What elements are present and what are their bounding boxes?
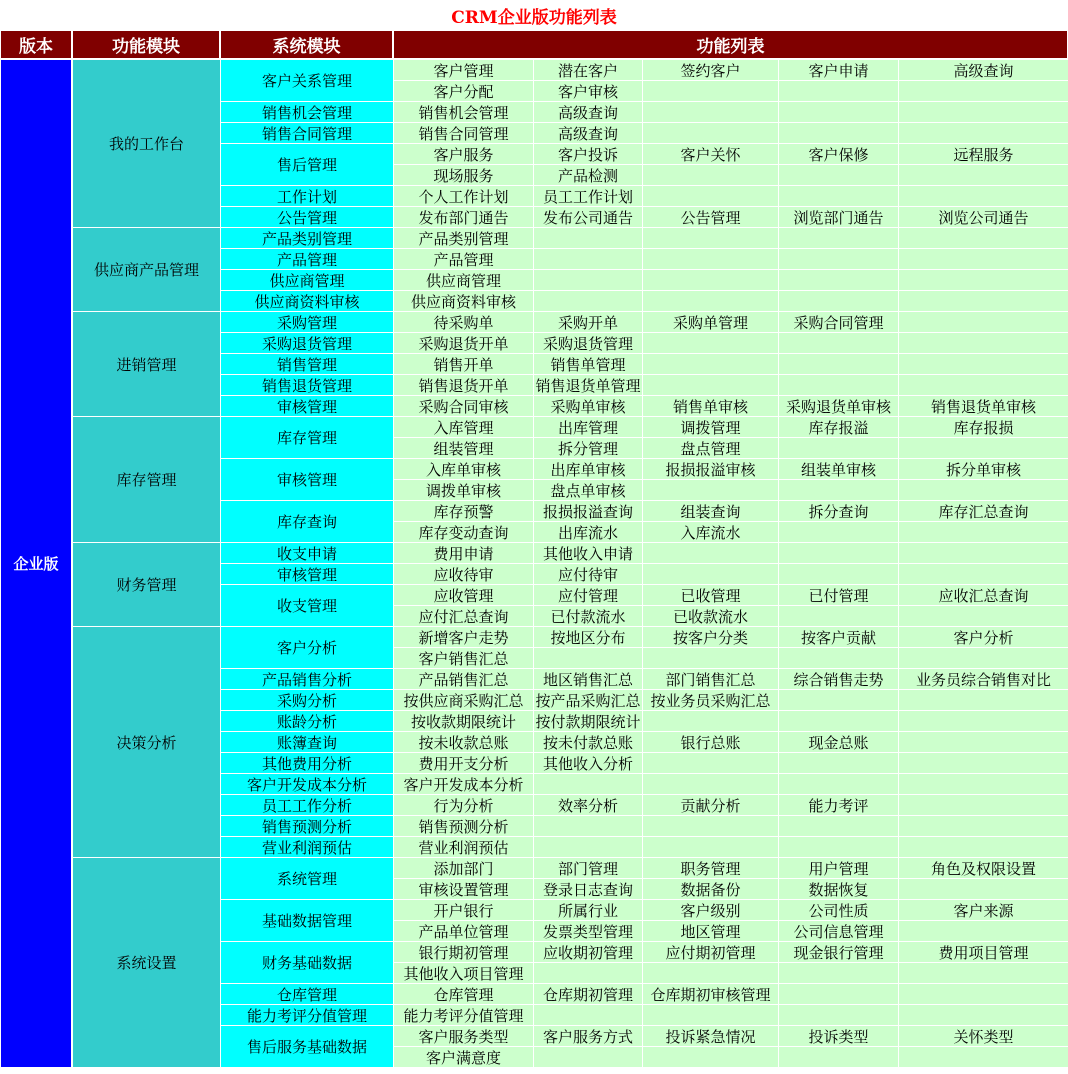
system-module-cell: 客户关系管理 — [221, 60, 393, 101]
function-cell: 开户银行 — [394, 900, 533, 920]
function-cell: 数据备份 — [643, 879, 778, 899]
function-cell: 客户服务 — [394, 144, 533, 164]
function-cell: 关怀类型 — [899, 1026, 1068, 1046]
function-cell: 其他收入项目管理 — [394, 963, 533, 983]
function-cell — [899, 564, 1068, 584]
function-cell — [899, 816, 1068, 836]
function-cell: 客户申请 — [779, 60, 898, 80]
function-cell: 应付汇总查询 — [394, 606, 533, 626]
function-cell: 产品检测 — [534, 165, 642, 185]
function-cell: 职务管理 — [643, 858, 778, 878]
function-cell: 用户管理 — [779, 858, 898, 878]
function-cell: 按客户分类 — [643, 627, 778, 647]
function-cell: 费用项目管理 — [899, 942, 1068, 962]
function-cell: 地区销售汇总 — [534, 669, 642, 689]
function-cell: 个人工作计划 — [394, 186, 533, 206]
function-cell — [643, 333, 778, 353]
function-cell: 按收款期限统计 — [394, 711, 533, 731]
function-cell: 按产品采购汇总 — [535, 691, 641, 710]
system-module-cell: 产品管理 — [221, 249, 393, 269]
function-cell: 投诉类型 — [779, 1026, 898, 1046]
function-cell — [779, 291, 898, 311]
function-cell — [899, 375, 1068, 395]
function-cell: 客户满意度 — [394, 1047, 533, 1067]
function-cell: 其他收入申请 — [534, 543, 642, 563]
function-cell: 按未收款总账 — [394, 732, 533, 752]
function-cell — [534, 816, 642, 836]
function-cell: 销售退货开单 — [394, 375, 533, 395]
function-cell: 采购开单 — [534, 312, 642, 332]
system-module-cell: 员工工作分析 — [221, 795, 393, 815]
function-cell — [899, 753, 1068, 773]
system-module-cell: 供应商资料审核 — [221, 291, 393, 311]
function-cell: 营业利润预估 — [394, 837, 533, 857]
function-cell — [779, 522, 898, 542]
function-cell: 行为分析 — [394, 795, 533, 815]
system-module-cell: 销售预测分析 — [221, 816, 393, 836]
function-module-cell: 供应商产品管理 — [73, 228, 220, 311]
function-cell — [899, 690, 1068, 710]
function-cell — [899, 711, 1068, 731]
system-module-cell: 审核管理 — [221, 396, 393, 416]
function-cell: 签约客户 — [643, 60, 778, 80]
function-cell: 客户保修 — [779, 144, 898, 164]
function-cell: 按地区分布 — [534, 627, 642, 647]
function-cell — [779, 753, 898, 773]
system-module-cell: 账簿查询 — [221, 732, 393, 752]
system-module-cell: 售后服务基础数据 — [221, 1026, 393, 1067]
function-cell — [899, 795, 1068, 815]
function-cell — [643, 774, 778, 794]
system-module-cell: 销售机会管理 — [221, 102, 393, 122]
system-module-cell: 销售管理 — [221, 354, 393, 374]
function-cell: 按业务员采购汇总 — [643, 690, 778, 710]
function-cell — [643, 480, 778, 500]
system-module-cell: 库存管理 — [221, 417, 393, 458]
function-cell: 能力考评 — [779, 795, 898, 815]
function-cell — [779, 228, 898, 248]
function-cell — [779, 774, 898, 794]
function-cell — [779, 375, 898, 395]
version-cell: 企业版 — [1, 60, 71, 1067]
system-module-cell: 财务基础数据 — [221, 942, 393, 983]
function-cell — [534, 648, 642, 668]
function-cell: 发票类型管理 — [534, 921, 642, 941]
system-module-cell: 销售退货管理 — [221, 375, 393, 395]
function-cell — [643, 186, 778, 206]
function-cell: 其他收入分析 — [534, 753, 642, 773]
function-cell — [899, 186, 1068, 206]
function-cell: 员工工作计划 — [534, 186, 642, 206]
header-function-module: 功能模块 — [73, 31, 219, 58]
function-cell: 浏览部门通告 — [779, 207, 898, 227]
function-cell: 采购退货单审核 — [779, 396, 898, 416]
function-cell: 销售退货单管理 — [535, 376, 641, 395]
system-module-cell: 系统管理 — [221, 858, 393, 899]
function-cell — [779, 837, 898, 857]
function-cell: 应付待审 — [534, 564, 642, 584]
system-module-cell: 基础数据管理 — [221, 900, 393, 941]
function-cell: 综合销售走势 — [779, 669, 898, 689]
system-module-cell: 售后管理 — [221, 144, 393, 185]
system-module-cell: 公告管理 — [221, 207, 393, 227]
function-cell: 销售预测分析 — [394, 816, 533, 836]
function-cell: 拆分查询 — [779, 501, 898, 521]
system-module-cell: 采购管理 — [221, 312, 393, 332]
system-module-cell: 客户分析 — [221, 627, 393, 668]
function-cell: 公司性质 — [779, 900, 898, 920]
function-cell: 库存报溢 — [779, 417, 898, 437]
function-cell — [899, 522, 1068, 542]
function-cell: 投诉紧急情况 — [643, 1026, 778, 1046]
function-cell — [779, 438, 898, 458]
function-cell — [643, 711, 778, 731]
function-cell: 应付管理 — [534, 585, 642, 605]
function-cell: 销售开单 — [394, 354, 533, 374]
function-cell — [643, 123, 778, 143]
function-cell: 产品管理 — [394, 249, 533, 269]
function-cell: 现场服务 — [394, 165, 533, 185]
function-cell — [643, 837, 778, 857]
function-cell — [899, 648, 1068, 668]
system-module-cell: 营业利润预估 — [221, 837, 393, 857]
function-cell — [899, 228, 1068, 248]
system-module-cell: 采购分析 — [221, 690, 393, 710]
function-cell: 数据恢复 — [779, 879, 898, 899]
function-cell — [779, 690, 898, 710]
function-cell — [899, 354, 1068, 374]
function-cell: 审核设置管理 — [394, 879, 533, 899]
function-cell — [534, 270, 642, 290]
function-cell — [899, 438, 1068, 458]
function-cell: 客户分配 — [394, 81, 533, 101]
function-cell: 销售合同管理 — [394, 123, 533, 143]
function-cell: 客户销售汇总 — [394, 648, 533, 668]
function-cell: 费用开支分析 — [394, 753, 533, 773]
function-cell — [899, 249, 1068, 269]
function-cell — [899, 921, 1068, 941]
function-cell — [534, 249, 642, 269]
function-cell: 仓库管理 — [394, 984, 533, 1004]
system-module-cell: 其他费用分析 — [221, 753, 393, 773]
function-cell — [779, 1005, 898, 1025]
function-cell: 已付款流水 — [534, 606, 642, 626]
function-cell: 客户分析 — [899, 627, 1068, 647]
function-cell: 出库单审核 — [534, 459, 642, 479]
system-module-cell: 产品类别管理 — [221, 228, 393, 248]
function-cell: 已收款流水 — [643, 606, 778, 626]
function-cell — [643, 228, 778, 248]
function-cell — [899, 1047, 1068, 1067]
function-cell — [779, 564, 898, 584]
system-module-cell: 产品销售分析 — [221, 669, 393, 689]
function-cell: 客户服务类型 — [394, 1026, 533, 1046]
function-cell — [643, 354, 778, 374]
function-cell — [779, 480, 898, 500]
function-cell: 销售单管理 — [534, 354, 642, 374]
function-cell: 采购退货开单 — [394, 333, 533, 353]
function-cell: 所属行业 — [534, 900, 642, 920]
function-cell: 产品销售汇总 — [394, 669, 533, 689]
function-cell: 按未付款总账 — [534, 732, 642, 752]
function-module-cell: 决策分析 — [73, 627, 220, 857]
system-module-cell: 审核管理 — [221, 564, 393, 584]
function-cell: 出库管理 — [534, 417, 642, 437]
function-cell: 采购合同管理 — [779, 312, 898, 332]
function-module-cell: 财务管理 — [73, 543, 220, 626]
function-cell: 能力考评分值管理 — [394, 1005, 533, 1025]
function-cell — [643, 270, 778, 290]
function-cell: 业务员综合销售对比 — [899, 669, 1068, 689]
function-cell: 拆分管理 — [534, 438, 642, 458]
function-cell: 潜在客户 — [534, 60, 642, 80]
function-cell: 应付期初管理 — [643, 942, 778, 962]
function-cell: 采购单管理 — [643, 312, 778, 332]
function-cell — [899, 102, 1068, 122]
system-module-cell: 销售合同管理 — [221, 123, 393, 143]
function-cell: 调拨单审核 — [394, 480, 533, 500]
function-cell: 客户服务方式 — [534, 1026, 642, 1046]
function-cell — [643, 165, 778, 185]
system-module-cell: 库存查询 — [221, 501, 393, 542]
function-cell: 盘点管理 — [643, 438, 778, 458]
function-cell: 公司信息管理 — [779, 921, 898, 941]
function-cell — [534, 963, 642, 983]
function-cell: 高级查询 — [899, 60, 1068, 80]
function-cell — [779, 165, 898, 185]
function-cell: 按供应商采购汇总 — [394, 690, 533, 710]
system-module-cell: 能力考评分值管理 — [221, 1005, 393, 1025]
function-cell: 新增客户走势 — [394, 627, 533, 647]
function-cell — [899, 480, 1068, 500]
function-cell — [899, 774, 1068, 794]
function-cell: 应收汇总查询 — [899, 585, 1068, 605]
function-cell — [899, 543, 1068, 563]
function-cell — [899, 984, 1068, 1004]
function-cell — [534, 1047, 642, 1067]
function-cell: 待采购单 — [394, 312, 533, 332]
function-cell: 现金总账 — [779, 732, 898, 752]
system-module-cell: 收支管理 — [221, 585, 393, 626]
function-cell: 高级查询 — [534, 102, 642, 122]
function-cell: 供应商管理 — [394, 270, 533, 290]
function-cell: 组装查询 — [643, 501, 778, 521]
function-cell: 库存变动查询 — [394, 522, 533, 542]
system-module-cell: 采购退货管理 — [221, 333, 393, 353]
function-cell — [779, 249, 898, 269]
function-cell — [779, 354, 898, 374]
function-cell: 销售单审核 — [643, 396, 778, 416]
function-module-cell: 系统设置 — [73, 858, 220, 1067]
function-cell — [534, 1005, 642, 1025]
function-cell — [534, 774, 642, 794]
function-cell — [899, 270, 1068, 290]
function-cell — [779, 963, 898, 983]
function-cell: 采购退货管理 — [534, 333, 642, 353]
function-cell: 库存报损 — [899, 417, 1068, 437]
function-cell: 公告管理 — [643, 207, 778, 227]
function-cell: 按客户贡献 — [779, 627, 898, 647]
function-cell: 按付款期限统计 — [535, 712, 641, 731]
function-cell — [534, 291, 642, 311]
function-cell — [534, 837, 642, 857]
function-cell: 银行期初管理 — [394, 942, 533, 962]
function-cell — [899, 879, 1068, 899]
function-cell — [779, 648, 898, 668]
function-cell: 部门销售汇总 — [643, 669, 778, 689]
function-cell: 库存汇总查询 — [899, 501, 1068, 521]
function-cell: 客户来源 — [899, 900, 1068, 920]
function-cell — [643, 1005, 778, 1025]
system-module-cell: 收支申请 — [221, 543, 393, 563]
header-function-list: 功能列表 — [394, 31, 1067, 58]
function-cell: 盘点单审核 — [534, 480, 642, 500]
function-cell: 销售机会管理 — [394, 102, 533, 122]
function-cell — [643, 648, 778, 668]
function-cell: 地区管理 — [643, 921, 778, 941]
function-cell: 客户管理 — [394, 60, 533, 80]
function-cell — [779, 1047, 898, 1067]
function-cell — [899, 333, 1068, 353]
function-cell: 客户关怀 — [643, 144, 778, 164]
function-cell: 出库流水 — [534, 522, 642, 542]
function-cell: 仓库期初审核管理 — [643, 984, 778, 1004]
function-cell: 组装管理 — [394, 438, 533, 458]
function-cell — [779, 123, 898, 143]
function-cell: 报损报溢审核 — [643, 459, 778, 479]
function-cell — [779, 81, 898, 101]
function-cell — [899, 963, 1068, 983]
function-cell — [643, 291, 778, 311]
function-cell: 高级查询 — [534, 123, 642, 143]
function-cell: 产品类别管理 — [394, 228, 533, 248]
function-cell: 客户级别 — [643, 900, 778, 920]
function-cell: 已付管理 — [779, 585, 898, 605]
function-cell — [899, 837, 1068, 857]
function-cell — [899, 165, 1068, 185]
system-module-cell: 供应商管理 — [221, 270, 393, 290]
function-cell: 效率分析 — [534, 795, 642, 815]
function-cell: 应收期初管理 — [534, 942, 642, 962]
function-cell: 供应商资料审核 — [394, 291, 533, 311]
function-cell: 客户投诉 — [534, 144, 642, 164]
sheet-title: CRM企业版功能列表 — [451, 8, 617, 28]
system-module-cell: 客户开发成本分析 — [221, 774, 393, 794]
function-cell: 已收管理 — [643, 585, 778, 605]
header-version: 版本 — [1, 31, 71, 58]
function-cell: 报损报溢查询 — [534, 501, 642, 521]
function-cell — [899, 81, 1068, 101]
header-system-module: 系统模块 — [221, 31, 392, 58]
function-cell — [899, 732, 1068, 752]
function-cell: 发布公司通告 — [534, 207, 642, 227]
function-module-cell: 我的工作台 — [73, 60, 220, 227]
function-cell: 现金银行管理 — [779, 942, 898, 962]
function-cell: 部门管理 — [534, 858, 642, 878]
function-cell — [779, 543, 898, 563]
function-cell — [779, 606, 898, 626]
function-cell: 银行总账 — [643, 732, 778, 752]
function-cell: 应收待审 — [394, 564, 533, 584]
system-module-cell: 仓库管理 — [221, 984, 393, 1004]
function-cell: 采购单审核 — [534, 396, 642, 416]
function-cell: 产品单位管理 — [394, 921, 533, 941]
function-cell: 角色及权限设置 — [899, 858, 1068, 878]
function-cell — [779, 270, 898, 290]
function-cell — [643, 102, 778, 122]
function-cell — [643, 81, 778, 101]
function-cell: 销售退货单审核 — [899, 396, 1068, 416]
function-cell — [643, 816, 778, 836]
function-cell — [643, 963, 778, 983]
system-module-cell: 账龄分析 — [221, 711, 393, 731]
function-cell — [899, 606, 1068, 626]
function-cell: 调拨管理 — [643, 417, 778, 437]
function-cell: 费用申请 — [394, 543, 533, 563]
function-cell: 入库单审核 — [394, 459, 533, 479]
function-cell: 库存预警 — [394, 501, 533, 521]
function-cell — [643, 249, 778, 269]
function-module-cell: 进销管理 — [73, 312, 220, 416]
system-module-cell: 审核管理 — [221, 459, 393, 500]
function-cell — [899, 312, 1068, 332]
function-cell: 远程服务 — [899, 144, 1068, 164]
function-cell: 客户审核 — [534, 81, 642, 101]
function-cell — [779, 333, 898, 353]
function-cell — [899, 123, 1068, 143]
function-cell — [643, 753, 778, 773]
function-cell: 客户开发成本分析 — [394, 774, 533, 794]
function-cell: 应收管理 — [394, 585, 533, 605]
function-cell — [899, 291, 1068, 311]
function-cell — [534, 228, 642, 248]
function-cell — [779, 102, 898, 122]
function-cell: 入库管理 — [394, 417, 533, 437]
function-cell: 仓库期初管理 — [534, 984, 642, 1004]
function-cell: 发布部门通告 — [394, 207, 533, 227]
function-cell — [643, 1047, 778, 1067]
function-cell — [643, 543, 778, 563]
function-cell — [643, 375, 778, 395]
function-cell — [899, 1005, 1068, 1025]
function-cell — [779, 984, 898, 1004]
function-cell — [779, 186, 898, 206]
function-module-cell: 库存管理 — [73, 417, 220, 542]
function-cell: 组装单审核 — [779, 459, 898, 479]
function-cell: 采购合同审核 — [394, 396, 533, 416]
function-cell: 浏览公司通告 — [899, 207, 1068, 227]
function-cell: 登录日志查询 — [534, 879, 642, 899]
function-cell — [779, 711, 898, 731]
system-module-cell: 工作计划 — [221, 186, 393, 206]
function-cell: 贡献分析 — [643, 795, 778, 815]
function-cell: 拆分单审核 — [899, 459, 1068, 479]
function-cell: 入库流水 — [643, 522, 778, 542]
function-cell: 添加部门 — [394, 858, 533, 878]
function-cell — [779, 816, 898, 836]
function-cell — [643, 564, 778, 584]
